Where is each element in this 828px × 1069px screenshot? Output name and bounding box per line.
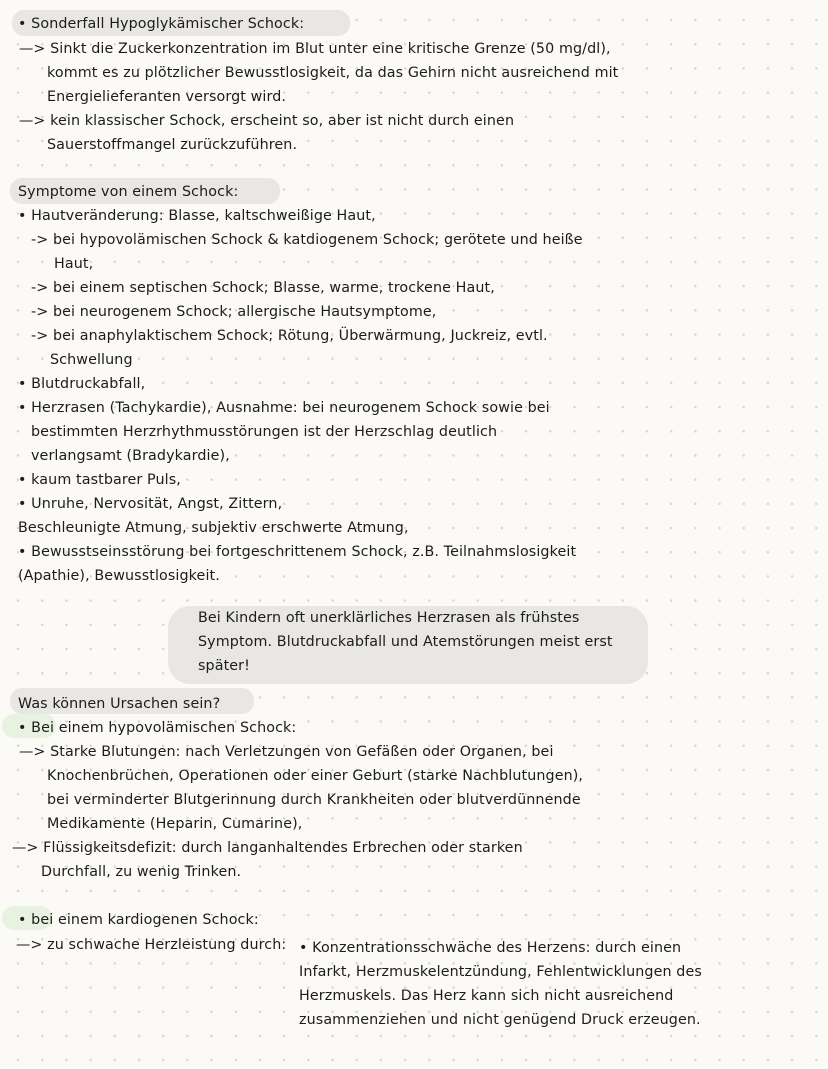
hypoglykaemie-line: —> Sinkt die Zuckerkonzentration im Blut unter eine kritische Grenze (50 mg/dl),: [19, 41, 611, 57]
hypoglykaemie-line: Energielieferanten versorgt wird.: [47, 89, 287, 105]
hypovolaemisch-line: Durchfall, zu wenig Trinken.: [41, 864, 242, 880]
symptome-line: -> bei anaphylaktischem Schock; Rötung, Überwärmung, Juckreiz, evtl.: [31, 328, 548, 344]
kardiogen-lead: —> zu schwache Herzleistung durch:: [16, 937, 287, 953]
hypoglykaemie-line: Sauerstoffmangel zurückzuführen.: [47, 137, 298, 153]
hypoglykaemie-heading: • Sonderfall Hypoglykämischer Schock:: [18, 16, 305, 32]
kardiogen-detail-line: Infarkt, Herzmuskelentzündung, Fehlentwicklungen des: [299, 964, 702, 980]
kardiogen-detail-line: zusammenziehen und nicht genügend Druck erzeugen.: [299, 1012, 701, 1028]
hypoglykaemie-line: —> kein klassischer Schock, erscheint so, aber ist nicht durch einen: [19, 113, 515, 129]
symptome-line: -> bei hypovolämischen Schock & katdiogenem Schock; gerötete und heiße: [31, 232, 583, 248]
note-kinder-line: Symptom. Blutdruckabfall und Atemstörungen meist erst: [198, 634, 613, 650]
symptome-line: • Bewusstseinsstörung bei fortgeschrittenem Schock, z.B. Teilnahmslosigkeit: [18, 544, 577, 560]
symptome-line: verlangsamt (Bradykardie),: [31, 448, 230, 464]
note-kinder-line: Bei Kindern oft unerklärliches Herzrasen als frühstes: [198, 610, 580, 626]
hypovolaemisch-line: —> Starke Blutungen: nach Verletzungen von Gefäßen oder Organen, bei: [19, 744, 554, 760]
symptome-line: -> bei neurogenem Schock; allergische Hautsymptome,: [31, 304, 437, 320]
hypovolaemisch-line: Knochenbrüchen, Operationen oder einer Geburt (starke Nachblutungen),: [47, 768, 584, 784]
symptome-line: Haut,: [54, 256, 94, 272]
hypovolaemisch-line: —> Flüssigkeitsdefizit: durch langanhaltendes Erbrechen oder starken: [12, 840, 523, 856]
symptome-heading: Symptome von einem Schock:: [18, 184, 239, 200]
ursachen-heading: Was können Ursachen sein?: [18, 696, 221, 712]
symptome-line: Beschleunigte Atmung, subjektiv erschwerte Atmung,: [18, 520, 409, 536]
symptome-line: • Blutdruckabfall,: [18, 376, 146, 392]
hypovolaemisch-line: bei verminderter Blutgerinnung durch Krankheiten oder blutverdünnende: [47, 792, 581, 808]
kardiogen-detail-line: • Konzentrationsschwäche des Herzens: durch einen: [299, 940, 682, 956]
note-kinder-line: später!: [198, 658, 250, 674]
symptome-line: • Unruhe, Nervosität, Angst, Zittern,: [18, 496, 283, 512]
hypoglykaemie-line: kommt es zu plötzlicher Bewusstlosigkeit, da das Gehirn nicht ausreichend mit: [47, 65, 619, 81]
hypovolaemisch-line: Medikamente (Heparin, Cumarine),: [47, 816, 303, 832]
symptome-line: • Hautveränderung: Blasse, kaltschweißige Haut,: [18, 208, 376, 224]
symptome-line: -> bei einem septischen Schock; Blasse, warme, trockene Haut,: [31, 280, 495, 296]
hypovolaemisch-heading: • Bei einem hypovolämischen Schock:: [18, 720, 297, 736]
symptome-line: Schwellung: [50, 352, 133, 368]
symptome-line: • kaum tastbarer Puls,: [18, 472, 181, 488]
symptome-line: bestimmten Herzrhythmusstörungen ist der Herzschlag deutlich: [31, 424, 498, 440]
kardiogen-detail-line: Herzmuskels. Das Herz kann sich nicht ausreichend: [299, 988, 674, 1004]
kardiogen-heading: • bei einem kardiogenen Schock:: [18, 912, 259, 928]
symptome-line: • Herzrasen (Tachykardie), Ausnahme: bei neurogenem Schock sowie bei: [18, 400, 550, 416]
symptome-line: (Apathie), Bewusstlosigkeit.: [18, 568, 220, 584]
